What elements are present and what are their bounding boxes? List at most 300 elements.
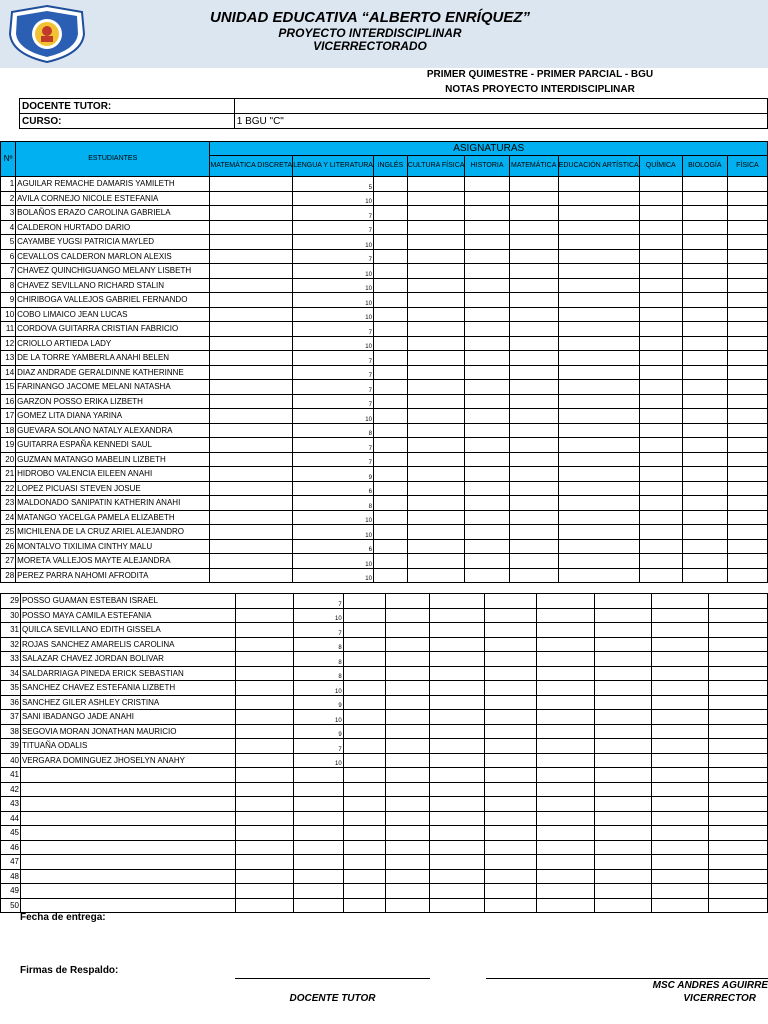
grade-cell[interactable] — [235, 652, 293, 667]
grade-cell[interactable] — [210, 568, 293, 583]
cultura-fisica-grade[interactable]: 10 — [293, 409, 374, 424]
grade-cell[interactable] — [385, 724, 429, 739]
grade-cell[interactable] — [558, 568, 639, 583]
grade-cell[interactable] — [652, 681, 709, 696]
grade-cell[interactable] — [639, 380, 682, 395]
grade-cell[interactable] — [385, 681, 429, 696]
grade-cell[interactable] — [727, 293, 767, 308]
grade-cell[interactable] — [407, 496, 465, 511]
grade-cell[interactable] — [485, 710, 537, 725]
grade-cell[interactable] — [537, 768, 595, 783]
grade-cell[interactable] — [210, 510, 293, 525]
grade-cell[interactable] — [509, 467, 558, 482]
grade-cell[interactable] — [509, 525, 558, 540]
grade-cell[interactable] — [639, 525, 682, 540]
grade-cell[interactable] — [652, 608, 709, 623]
grade-cell[interactable] — [558, 336, 639, 351]
grade-cell[interactable] — [210, 351, 293, 366]
grade-cell[interactable] — [652, 753, 709, 768]
grade-cell[interactable] — [343, 724, 385, 739]
grade-cell[interactable] — [465, 481, 509, 496]
grade-cell[interactable] — [652, 739, 709, 754]
grade-cell[interactable] — [558, 322, 639, 337]
grade-cell[interactable] — [343, 855, 385, 870]
grade-cell[interactable] — [235, 855, 293, 870]
grade-cell[interactable] — [537, 594, 595, 609]
grade-cell[interactable] — [509, 394, 558, 409]
grade-cell[interactable] — [509, 336, 558, 351]
cultura-fisica-grade[interactable] — [293, 782, 343, 797]
grade-cell[interactable] — [373, 177, 407, 192]
grade-cell[interactable] — [465, 510, 509, 525]
cultura-fisica-grade[interactable]: 10 — [293, 278, 374, 293]
grade-cell[interactable] — [639, 307, 682, 322]
grade-cell[interactable] — [407, 380, 465, 395]
grade-cell[interactable] — [373, 467, 407, 482]
grade-cell[interactable] — [709, 681, 768, 696]
grade-cell[interactable] — [682, 539, 727, 554]
grade-cell[interactable] — [465, 568, 509, 583]
cultura-fisica-grade[interactable]: 7 — [293, 365, 374, 380]
grade-cell[interactable] — [682, 351, 727, 366]
grade-cell[interactable] — [558, 481, 639, 496]
cultura-fisica-grade[interactable]: 10 — [293, 510, 374, 525]
cultura-fisica-grade[interactable]: 5 — [293, 177, 374, 192]
grade-cell[interactable] — [595, 710, 652, 725]
grade-cell[interactable] — [639, 568, 682, 583]
grade-cell[interactable] — [429, 782, 485, 797]
grade-cell[interactable] — [652, 826, 709, 841]
grade-cell[interactable] — [639, 496, 682, 511]
grade-cell[interactable] — [407, 206, 465, 221]
grade-cell[interactable] — [709, 666, 768, 681]
grade-cell[interactable] — [235, 739, 293, 754]
grade-cell[interactable] — [727, 539, 767, 554]
grade-cell[interactable] — [429, 884, 485, 899]
grade-cell[interactable] — [727, 322, 767, 337]
grade-cell[interactable] — [727, 409, 767, 424]
grade-cell[interactable] — [727, 206, 767, 221]
grade-cell[interactable] — [407, 336, 465, 351]
grade-cell[interactable] — [558, 278, 639, 293]
grade-cell[interactable] — [595, 623, 652, 638]
grade-cell[interactable] — [210, 525, 293, 540]
cultura-fisica-grade[interactable] — [293, 826, 343, 841]
grade-cell[interactable] — [385, 855, 429, 870]
grade-cell[interactable] — [709, 623, 768, 638]
grade-cell[interactable] — [639, 278, 682, 293]
grade-cell[interactable] — [373, 206, 407, 221]
grade-cell[interactable] — [558, 554, 639, 569]
cultura-fisica-grade[interactable]: 9 — [293, 467, 374, 482]
grade-cell[interactable] — [465, 235, 509, 250]
grade-cell[interactable] — [373, 322, 407, 337]
grade-cell[interactable] — [343, 623, 385, 638]
grade-cell[interactable] — [537, 826, 595, 841]
grade-cell[interactable] — [429, 797, 485, 812]
grade-cell[interactable] — [727, 496, 767, 511]
grade-cell[interactable] — [595, 652, 652, 667]
grade-cell[interactable] — [595, 898, 652, 913]
grade-cell[interactable] — [407, 191, 465, 206]
grade-cell[interactable] — [210, 293, 293, 308]
grade-cell[interactable] — [429, 637, 485, 652]
grade-cell[interactable] — [465, 525, 509, 540]
grade-cell[interactable] — [639, 220, 682, 235]
grade-cell[interactable] — [509, 438, 558, 453]
grade-cell[interactable] — [727, 307, 767, 322]
grade-cell[interactable] — [343, 884, 385, 899]
grade-cell[interactable] — [385, 869, 429, 884]
grade-cell[interactable] — [639, 177, 682, 192]
grade-cell[interactable] — [235, 782, 293, 797]
grade-cell[interactable] — [558, 438, 639, 453]
grade-cell[interactable] — [235, 811, 293, 826]
cultura-fisica-grade[interactable]: 10 — [293, 235, 374, 250]
grade-cell[interactable] — [652, 797, 709, 812]
grade-cell[interactable] — [682, 336, 727, 351]
grade-cell[interactable] — [509, 423, 558, 438]
grade-cell[interactable] — [407, 539, 465, 554]
grade-cell[interactable] — [639, 409, 682, 424]
cultura-fisica-grade[interactable]: 10 — [293, 568, 374, 583]
grade-cell[interactable] — [373, 525, 407, 540]
grade-cell[interactable] — [727, 191, 767, 206]
grade-cell[interactable] — [343, 768, 385, 783]
cultura-fisica-grade[interactable]: 8 — [293, 423, 374, 438]
grade-cell[interactable] — [429, 768, 485, 783]
grade-cell[interactable] — [682, 394, 727, 409]
grade-cell[interactable] — [343, 637, 385, 652]
grade-cell[interactable] — [373, 438, 407, 453]
grade-cell[interactable] — [652, 884, 709, 899]
grade-cell[interactable] — [537, 753, 595, 768]
grade-cell[interactable] — [639, 322, 682, 337]
grade-cell[interactable] — [373, 293, 407, 308]
grade-cell[interactable] — [595, 608, 652, 623]
grade-cell[interactable] — [558, 235, 639, 250]
grade-cell[interactable] — [652, 652, 709, 667]
grade-cell[interactable] — [682, 481, 727, 496]
grade-cell[interactable] — [373, 539, 407, 554]
grade-cell[interactable] — [537, 695, 595, 710]
grade-cell[interactable] — [652, 782, 709, 797]
grade-cell[interactable] — [652, 594, 709, 609]
grade-cell[interactable] — [485, 608, 537, 623]
grade-cell[interactable] — [682, 322, 727, 337]
grade-cell[interactable] — [709, 608, 768, 623]
grade-cell[interactable] — [373, 336, 407, 351]
grade-cell[interactable] — [429, 710, 485, 725]
grade-cell[interactable] — [235, 753, 293, 768]
grade-cell[interactable] — [639, 351, 682, 366]
grade-cell[interactable] — [639, 249, 682, 264]
grade-cell[interactable] — [373, 220, 407, 235]
grade-cell[interactable] — [343, 826, 385, 841]
grade-cell[interactable] — [210, 496, 293, 511]
cultura-fisica-grade[interactable]: 7 — [293, 206, 374, 221]
grade-cell[interactable] — [727, 264, 767, 279]
grade-cell[interactable] — [465, 438, 509, 453]
grade-cell[interactable] — [595, 855, 652, 870]
grade-cell[interactable] — [385, 652, 429, 667]
grade-cell[interactable] — [595, 594, 652, 609]
grade-cell[interactable] — [235, 695, 293, 710]
grade-cell[interactable] — [652, 840, 709, 855]
cultura-fisica-grade[interactable]: 7 — [293, 452, 374, 467]
grade-cell[interactable] — [682, 307, 727, 322]
grade-cell[interactable] — [537, 681, 595, 696]
grade-cell[interactable] — [235, 898, 293, 913]
grade-cell[interactable] — [373, 380, 407, 395]
grade-cell[interactable] — [727, 351, 767, 366]
cultura-fisica-grade[interactable] — [293, 898, 343, 913]
grade-cell[interactable] — [558, 365, 639, 380]
grade-cell[interactable] — [595, 884, 652, 899]
grade-cell[interactable] — [595, 869, 652, 884]
grade-cell[interactable] — [385, 666, 429, 681]
grade-cell[interactable] — [682, 467, 727, 482]
grade-cell[interactable] — [537, 782, 595, 797]
grade-cell[interactable] — [465, 322, 509, 337]
grade-cell[interactable] — [595, 637, 652, 652]
grade-cell[interactable] — [210, 554, 293, 569]
grade-cell[interactable] — [558, 177, 639, 192]
grade-cell[interactable] — [465, 220, 509, 235]
grade-cell[interactable] — [407, 264, 465, 279]
grade-cell[interactable] — [558, 496, 639, 511]
grade-cell[interactable] — [639, 452, 682, 467]
grade-cell[interactable] — [652, 666, 709, 681]
grade-cell[interactable] — [727, 438, 767, 453]
grade-cell[interactable] — [429, 840, 485, 855]
grade-cell[interactable] — [373, 409, 407, 424]
grade-cell[interactable] — [652, 710, 709, 725]
grade-cell[interactable] — [407, 365, 465, 380]
cultura-fisica-grade[interactable]: 7 — [293, 351, 374, 366]
grade-cell[interactable] — [537, 884, 595, 899]
grade-cell[interactable] — [652, 898, 709, 913]
grade-cell[interactable] — [235, 768, 293, 783]
grade-cell[interactable] — [709, 869, 768, 884]
grade-cell[interactable] — [343, 869, 385, 884]
grade-cell[interactable] — [465, 249, 509, 264]
cultura-fisica-grade[interactable]: 10 — [293, 710, 343, 725]
grade-cell[interactable] — [210, 438, 293, 453]
grade-cell[interactable] — [343, 666, 385, 681]
grade-cell[interactable] — [235, 623, 293, 638]
grade-cell[interactable] — [235, 869, 293, 884]
grade-cell[interactable] — [558, 220, 639, 235]
grade-cell[interactable] — [385, 811, 429, 826]
grade-cell[interactable] — [343, 898, 385, 913]
grade-cell[interactable] — [558, 525, 639, 540]
grade-cell[interactable] — [210, 278, 293, 293]
grade-cell[interactable] — [558, 293, 639, 308]
grade-cell[interactable] — [682, 365, 727, 380]
grade-cell[interactable] — [509, 380, 558, 395]
grade-cell[interactable] — [407, 278, 465, 293]
grade-cell[interactable] — [558, 539, 639, 554]
grade-cell[interactable] — [407, 220, 465, 235]
grade-cell[interactable] — [373, 568, 407, 583]
grade-cell[interactable] — [727, 278, 767, 293]
grade-cell[interactable] — [639, 394, 682, 409]
grade-cell[interactable] — [595, 724, 652, 739]
grade-cell[interactable] — [682, 177, 727, 192]
grade-cell[interactable] — [727, 481, 767, 496]
grade-cell[interactable] — [407, 554, 465, 569]
grade-cell[interactable] — [210, 539, 293, 554]
grade-cell[interactable] — [465, 409, 509, 424]
grade-cell[interactable] — [235, 710, 293, 725]
grade-cell[interactable] — [709, 884, 768, 899]
grade-cell[interactable] — [465, 351, 509, 366]
grade-cell[interactable] — [210, 191, 293, 206]
grade-cell[interactable] — [343, 652, 385, 667]
grade-cell[interactable] — [558, 510, 639, 525]
grade-cell[interactable] — [509, 177, 558, 192]
grade-cell[interactable] — [727, 452, 767, 467]
grade-cell[interactable] — [210, 336, 293, 351]
grade-cell[interactable] — [385, 594, 429, 609]
grade-cell[interactable] — [639, 336, 682, 351]
cultura-fisica-grade[interactable]: 10 — [293, 191, 374, 206]
grade-cell[interactable] — [385, 608, 429, 623]
grade-cell[interactable] — [485, 840, 537, 855]
grade-cell[interactable] — [509, 539, 558, 554]
grade-cell[interactable] — [682, 409, 727, 424]
grade-cell[interactable] — [682, 554, 727, 569]
grade-cell[interactable] — [429, 652, 485, 667]
grade-cell[interactable] — [407, 394, 465, 409]
grade-cell[interactable] — [210, 467, 293, 482]
grade-cell[interactable] — [465, 307, 509, 322]
cultura-fisica-grade[interactable]: 8 — [293, 637, 343, 652]
grade-cell[interactable] — [407, 322, 465, 337]
grade-cell[interactable] — [407, 481, 465, 496]
grade-cell[interactable] — [709, 753, 768, 768]
cultura-fisica-grade[interactable] — [293, 884, 343, 899]
cultura-fisica-grade[interactable]: 7 — [293, 220, 374, 235]
cultura-fisica-grade[interactable]: 10 — [293, 307, 374, 322]
cultura-fisica-grade[interactable]: 10 — [293, 554, 374, 569]
grade-cell[interactable] — [385, 826, 429, 841]
grade-cell[interactable] — [595, 782, 652, 797]
cultura-fisica-grade[interactable]: 9 — [293, 724, 343, 739]
grade-cell[interactable] — [682, 452, 727, 467]
cultura-fisica-grade[interactable]: 7 — [293, 438, 374, 453]
cultura-fisica-grade[interactable]: 8 — [293, 496, 374, 511]
grade-cell[interactable] — [343, 811, 385, 826]
grade-cell[interactable] — [537, 739, 595, 754]
grade-cell[interactable] — [682, 438, 727, 453]
grade-cell[interactable] — [485, 826, 537, 841]
grade-cell[interactable] — [709, 797, 768, 812]
grade-cell[interactable] — [210, 177, 293, 192]
grade-cell[interactable] — [558, 264, 639, 279]
grade-cell[interactable] — [465, 191, 509, 206]
cultura-fisica-grade[interactable] — [293, 840, 343, 855]
grade-cell[interactable] — [537, 710, 595, 725]
cultura-fisica-grade[interactable]: 7 — [293, 322, 374, 337]
cultura-fisica-grade[interactable] — [293, 811, 343, 826]
grade-cell[interactable] — [682, 235, 727, 250]
grade-cell[interactable] — [639, 438, 682, 453]
grade-cell[interactable] — [485, 681, 537, 696]
grade-cell[interactable] — [465, 467, 509, 482]
grade-cell[interactable] — [465, 380, 509, 395]
grade-cell[interactable] — [210, 220, 293, 235]
grade-cell[interactable] — [709, 594, 768, 609]
grade-cell[interactable] — [652, 869, 709, 884]
grade-cell[interactable] — [727, 235, 767, 250]
grade-cell[interactable] — [595, 681, 652, 696]
grade-cell[interactable] — [537, 724, 595, 739]
grade-cell[interactable] — [537, 608, 595, 623]
grade-cell[interactable] — [429, 826, 485, 841]
grade-cell[interactable] — [639, 467, 682, 482]
grade-cell[interactable] — [210, 322, 293, 337]
grade-cell[interactable] — [373, 510, 407, 525]
grade-cell[interactable] — [373, 307, 407, 322]
grade-cell[interactable] — [343, 739, 385, 754]
grade-cell[interactable] — [235, 840, 293, 855]
cultura-fisica-grade[interactable] — [293, 855, 343, 870]
grade-cell[interactable] — [210, 365, 293, 380]
grade-cell[interactable] — [485, 652, 537, 667]
grade-cell[interactable] — [709, 855, 768, 870]
cultura-fisica-grade[interactable] — [293, 869, 343, 884]
grade-cell[interactable] — [465, 423, 509, 438]
cultura-fisica-grade[interactable]: 9 — [293, 695, 343, 710]
grade-cell[interactable] — [509, 452, 558, 467]
grade-cell[interactable] — [235, 724, 293, 739]
grade-cell[interactable] — [537, 855, 595, 870]
grade-cell[interactable] — [509, 351, 558, 366]
grade-cell[interactable] — [343, 594, 385, 609]
cultura-fisica-grade[interactable]: 10 — [293, 525, 374, 540]
grade-cell[interactable] — [429, 855, 485, 870]
grade-cell[interactable] — [639, 264, 682, 279]
grade-cell[interactable] — [509, 322, 558, 337]
grade-cell[interactable] — [509, 293, 558, 308]
grade-cell[interactable] — [537, 898, 595, 913]
grade-cell[interactable] — [709, 652, 768, 667]
cultura-fisica-grade[interactable]: 7 — [293, 623, 343, 638]
grade-cell[interactable] — [558, 423, 639, 438]
grade-cell[interactable] — [682, 220, 727, 235]
cultura-fisica-grade[interactable]: 6 — [293, 539, 374, 554]
grade-cell[interactable] — [385, 840, 429, 855]
grade-cell[interactable] — [682, 249, 727, 264]
grade-cell[interactable] — [373, 264, 407, 279]
grade-cell[interactable] — [652, 623, 709, 638]
grade-cell[interactable] — [373, 278, 407, 293]
grade-cell[interactable] — [235, 884, 293, 899]
grade-cell[interactable] — [558, 206, 639, 221]
grade-cell[interactable] — [595, 811, 652, 826]
grade-cell[interactable] — [385, 739, 429, 754]
grade-cell[interactable] — [429, 623, 485, 638]
grade-cell[interactable] — [709, 782, 768, 797]
grade-cell[interactable] — [385, 768, 429, 783]
grade-cell[interactable] — [407, 467, 465, 482]
grade-cell[interactable] — [639, 206, 682, 221]
grade-cell[interactable] — [235, 608, 293, 623]
grade-cell[interactable] — [465, 554, 509, 569]
grade-cell[interactable] — [485, 695, 537, 710]
